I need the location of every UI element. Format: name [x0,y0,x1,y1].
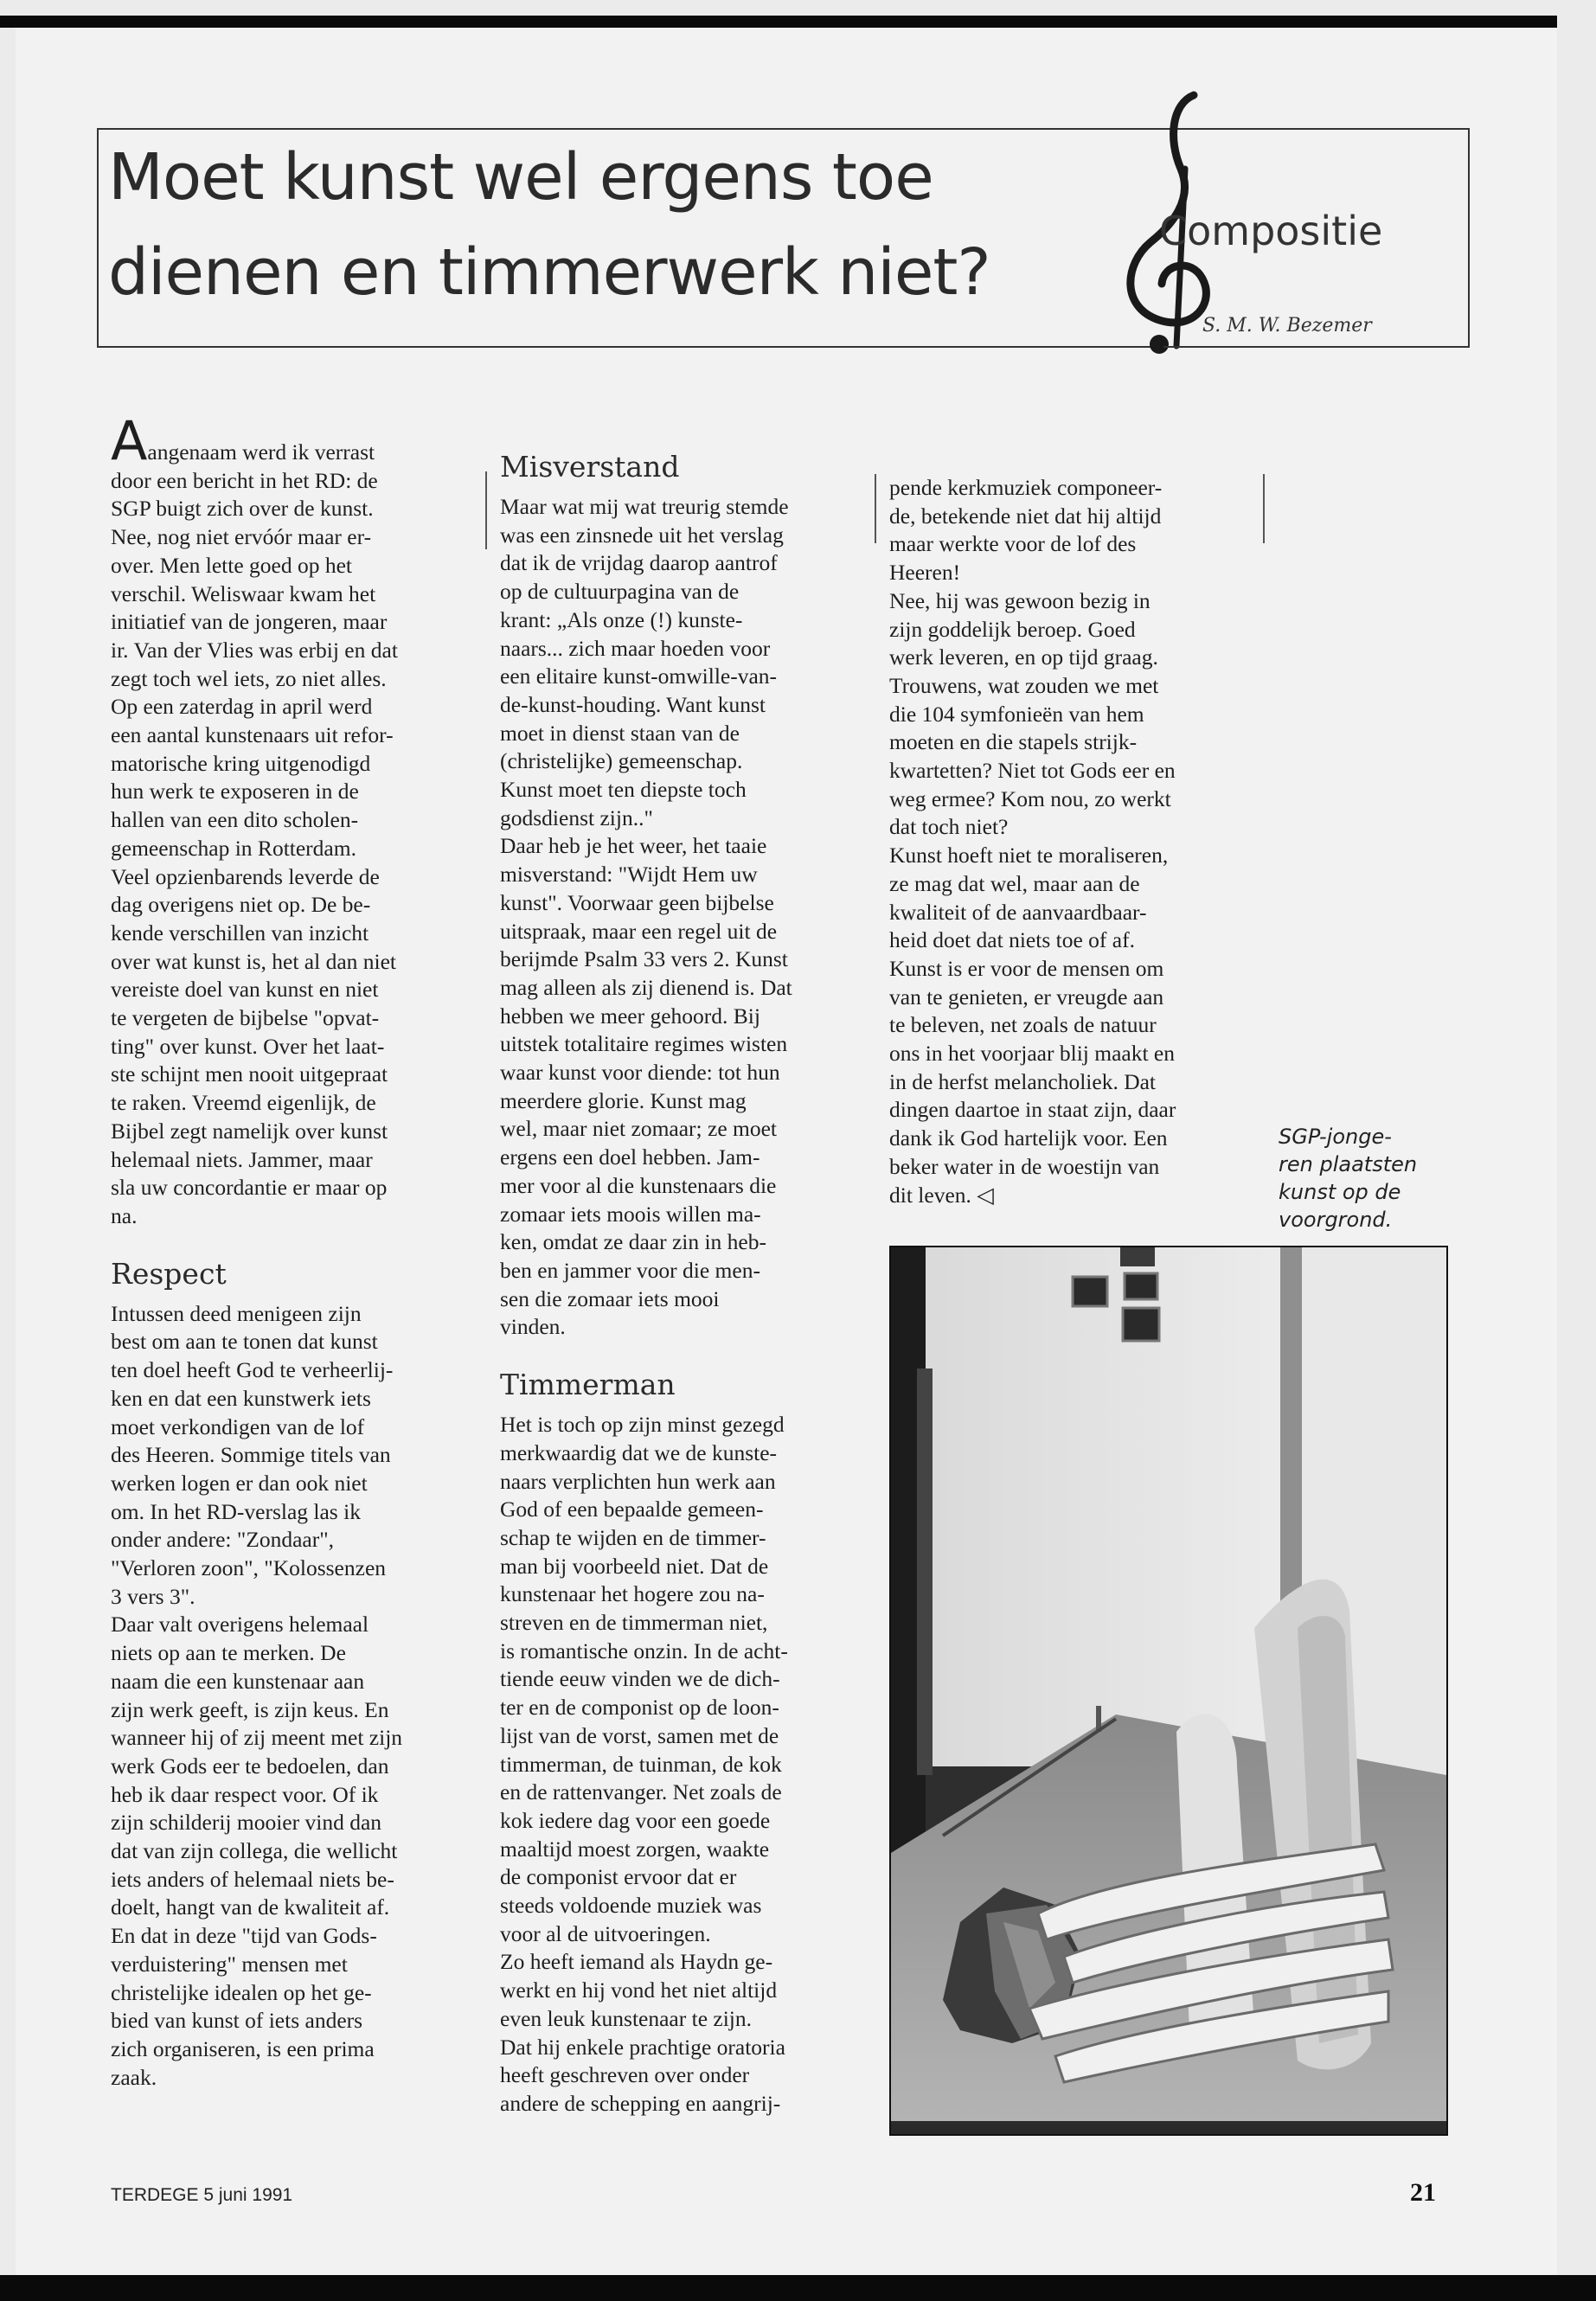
column-3 [889,474,1253,1209]
misverstand-paragraph-2: Daar heb je het weer, het taaie misverstand: "Wijdt Hem uw kunst". Voorwaar geen bijbelse uitspraak, maar een regel uit de berijmde Psalm 33 vers 2. Kunst mag alleen als zij dienend is. Dat hebben we meer gehoord. Bij uitstek totalitaire regimes wisten waar kunst voor diende: tot hun meerdere glorie. Kunst mag wel, maar niet zomaar; ze moet ergens een doel hebben. Jam- mer voor al die kunstenaars die zomaar iets moois willen ma- ken, omdat ze daar zin in heb- ben en jammer voor die men- sen die zomaar iets mooi vinden. [500,833,792,1340]
top-scan-edge [0,16,1557,28]
column-name: Compositie [1159,208,1383,254]
author-rule [1163,346,1445,348]
heading-misverstand: Misverstand [500,450,680,484]
page-number: 21 [1410,2178,1436,2207]
column3-paragraph-3: Kunst hoeft niet te moraliseren, ze mag dat wel, maar aan de kwaliteit of de aanvaardbaar- heid doet dat niets toe of af. Kunst is er voor de mensen om van te genieten, er vreugde aan te beleven, net zoals de natuur ons in het voorjaar blij maakt en in de herfst melancholiek. Dat dingen daartoe in staat zijn, daar dank ik God hartelijk voor. Een beker water in de woestijn van dit leven. ◁ [889,843,1176,1208]
timmerman-paragraph-2: Zo heeft iemand als Haydn ge- werkt en hij vond het niet altijd even leuk kunstenaar te zijn. Dat hij enkele prachtige oratoria heeft geschreven over onder andere de schepping en aangrij- [500,1949,785,2116]
title-line-2: dienen en timmerwerk niet? [108,235,990,310]
photo-caption: SGP-jonge- ren plaatsten kunst op de voorgrond. [1279,1125,1418,1232]
intro-text: angenaam werd ik verrast door een bericht in het RD: de SGP buigt zich over de kunst. Nee, nog niet ervóór maar er- over. Men lette goed op het verschil. Weliswaar kwam het initiatief van de jongeren, maar ir. Van der Vlies was erbij en dat zegt toch wel iets, zo niet alles. Op een zaterdag in april werd een aantal kunstenaars uit refor- matorische kring uitgenodigd hun werk te exposeren in de hallen van een dito scholen- gemeenschap in Rotterdam. Veel opzienbarends leverde de dag overigens niet op. De be- kende verschillen van inzicht over wat kunst is, het al dan niet vereiste doel van kunst en niet te vergeten de bijbelse "opvat- ting" over kunst. Over het laat- ste schijnt men nooit uitgepraat te raken. Vreemd eigenlijk, de Bijbel zegt namelijk over kunst helemaal niets. Jammer, maar sla uw concordantie er maar op na. [111,439,398,1228]
footer-publication: TERDEGE 5 juni 1991 [111,2185,293,2205]
column3-paragraph-2: Nee, hij was gewoon bezig in zijn goddelijk beroep. Goed werk leveren, en op tijd graag. Trouwens, wat zouden we met die 104 symfonieën van hem moeten en die stapels strijk- kwartetten? Niet tot Gods eer en weg ermee? Kom nou, zo werkt dat toch niet? [889,587,1176,840]
heading-respect: Respect [111,1256,227,1291]
column-1 [111,409,472,2092]
timmerman-paragraph-1: Het is toch op zijn minst gezegd merkwaardig dat we de kunste- naars verplichten hun werk aan God of een bepaalde gemeen- schap te wijden en de timmer- man bij voorbeeld niet. Dat de kunstenaar het hogere zou na- streven en de timmerman niet, is romantische onzin. In de acht- tiende eeuw vinden we de dich- ter en de componist op de loon- lijst van de vorst, samen met de timmerman, de tuinman, de kok en de rattenvanger. Net zoals de kok iedere dag voor een goede maaltijd moest zorgen, waakte de componist ervoor dat er steeds voldoende muziek was voor al de uitvoeringen. [500,1412,788,1946]
column-rule-3 [1263,474,1265,543]
title-line-1: Moet kunst wel ergens toe [108,140,933,215]
column-rule-1 [485,471,487,549]
bottom-scan-edge [0,2275,1596,2301]
sculpture-photo-drawing [891,1247,1446,2134]
heading-timmerman: Timmerman [500,1368,676,1402]
respect-paragraph-1: Intussen deed menigeen zijn best om aan te tonen dat kunst ten doel heeft God te verheerlij- ken en dat een kunstwerk iets moet verkondigen van de lof des Heeren. Sommige titels van werken logen er dan ook niet om. In het RD-verslag las ik onder andere: "Zondaar", "Verloren zoon", "Kolossenzen 3 vers 3". [111,1300,394,1609]
intro-paragraph [111,409,472,1231]
author-byline: S. M. W. Bezemer [1202,315,1372,336]
respect-paragraph-2: Daar valt overigens helemaal niets op aan te merken. De naam die een kunstenaar aan zijn werk geeft, is zijn keus. En wanneer hij of zij meent met zijn werk Gods eer te bedoelen, dan heb ik daar respect voor. Of ik zijn schilderij mooier vind dan dat van zijn collega, die wellicht iets anders of helemaal niets be- doelt, hangt van de kwaliteit af. En dat in deze "tijd van Gods- verduistering" mensen met christelijke idealen op het ge- bied van kunst of iets anders zich organiseren, is een prima zaak. [111,1612,403,2090]
article-title [108,130,1077,320]
column-rule-2 [875,474,876,543]
drop-cap: A [111,409,148,472]
misverstand-paragraph-1: Maar wat mij wat treurig stemde was een zinsnede uit het verslag dat ik de vrijdag daarop aantrof op de cultuurpagina van de krant: „Als onze (!) kunste- naars... zich maar hoeden voor een elitaire kunst-omwille-van- de-kunst-houding. Want kunst moet in dienst staan van de (christelijke) gemeenschap. Kunst moet ten diepste toch godsdienst zijn.." [500,494,789,830]
column3-paragraph-1: pende kerkmuziek componeer- de, betekende niet dat hij altijd maar werkte voor de lof des Heeren! [889,475,1163,586]
exhibition-photo [889,1246,1448,2136]
column-2 [500,450,863,2118]
